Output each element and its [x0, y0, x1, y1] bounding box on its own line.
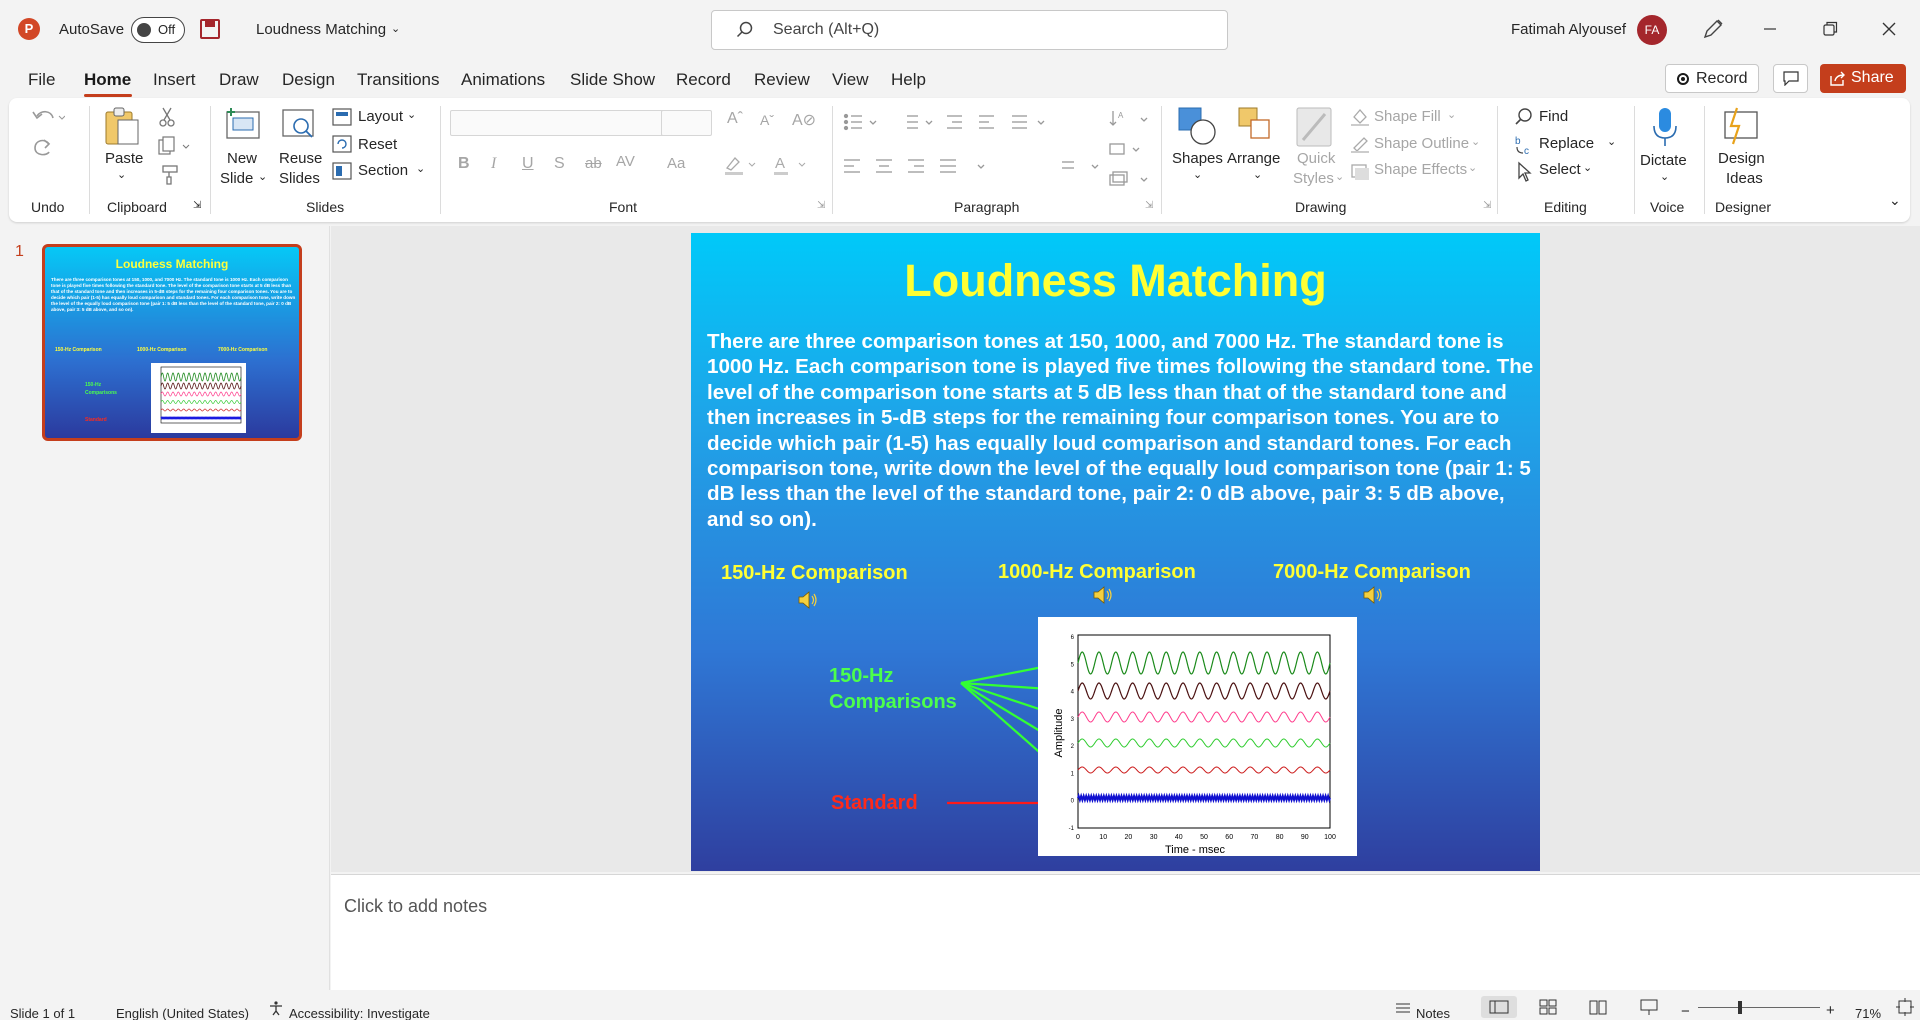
pen-icon[interactable] — [1700, 18, 1724, 42]
tab-home[interactable]: Home — [84, 70, 132, 89]
separator — [1704, 106, 1705, 214]
svg-text:c: c — [1524, 146, 1529, 156]
x-tick-label: 10 — [1099, 834, 1108, 841]
shape-outline-icon[interactable] — [1350, 134, 1370, 154]
tab-design[interactable]: Design — [282, 70, 335, 89]
designer-group-label: Designer — [1715, 199, 1772, 215]
thumbnail-comparison-label: 1000-Hz Comparison — [137, 347, 187, 353]
separator — [1497, 106, 1498, 214]
share-button[interactable] — [1820, 64, 1906, 93]
svg-text:A: A — [775, 155, 786, 172]
chevron-down-icon[interactable]: ⌄ — [416, 163, 426, 175]
slide[interactable] — [691, 233, 1540, 871]
svg-text:A: A — [1118, 111, 1124, 120]
comments-button[interactable] — [1773, 64, 1808, 93]
tab-slide-show[interactable]: Slide Show — [570, 70, 656, 89]
slide-show-icon[interactable] — [1640, 998, 1658, 1016]
arrange-label[interactable]: Arrange — [1227, 150, 1281, 167]
strikethrough-button[interactable]: ab — [585, 155, 602, 172]
find-icon[interactable] — [1514, 107, 1534, 127]
waveform-plot — [1038, 617, 1357, 856]
reuse-slides-label-2[interactable]: Slides — [279, 170, 320, 187]
drawing-group-label: Drawing — [1295, 199, 1347, 215]
zoom-in-button[interactable]: + — [1826, 1002, 1835, 1019]
layout-button[interactable]: Layout — [358, 108, 404, 125]
cut-icon[interactable] — [157, 106, 177, 128]
paragraph-group-label: Paragraph — [954, 199, 1020, 215]
minimize-icon[interactable] — [1755, 14, 1785, 44]
status-bar — [0, 990, 1920, 1020]
x-tick-label: 90 — [1300, 834, 1309, 841]
thumbnail-red-label: Standard — [85, 417, 107, 423]
notes-toggle[interactable]: Notes — [1416, 1006, 1450, 1020]
wave-comparison-1 — [1078, 767, 1330, 773]
close-icon[interactable] — [1874, 14, 1904, 44]
reset-button[interactable]: Reset — [358, 136, 398, 153]
x-tick-label: 80 — [1275, 834, 1284, 841]
graph-x-label: Time - msec — [1164, 844, 1226, 856]
separator — [89, 106, 90, 214]
bold-button[interactable]: B — [458, 155, 470, 172]
active-tab-indicator — [84, 94, 132, 97]
chevron-down-icon[interactable]: ⌄ — [1471, 136, 1481, 148]
thumbnail-graph — [151, 363, 246, 433]
font-name-combo[interactable] — [450, 110, 669, 136]
quick-styles-icon[interactable] — [1295, 106, 1335, 148]
undo-icon[interactable] — [29, 106, 65, 130]
thumbnail-comparison-label: 150-Hz Comparison — [55, 347, 102, 353]
reuse-slides-icon[interactable] — [279, 106, 319, 142]
dialog-launcher-icon[interactable]: ⇲ — [817, 200, 826, 211]
wave-comparison-2 — [1078, 739, 1330, 747]
tab-transitions[interactable]: Transitions — [357, 70, 440, 89]
x-tick-label: 30 — [1149, 834, 1158, 841]
wave-comparison-3 — [1078, 712, 1330, 722]
tab-review[interactable]: Review — [754, 70, 810, 89]
chevron-down-icon[interactable]: ⌄ — [1193, 169, 1203, 181]
tab-help[interactable]: Help — [891, 70, 926, 89]
select-icon[interactable] — [1516, 161, 1534, 183]
clipboard-group-label: Clipboard — [107, 199, 167, 215]
x-tick-label: 0 — [1076, 834, 1080, 841]
font-size-combo[interactable] — [661, 110, 712, 136]
y-tick-label: 5 — [1070, 662, 1074, 669]
wave-standard — [1078, 796, 1330, 800]
font-color-icon[interactable] — [773, 154, 809, 176]
notes-pane[interactable] — [331, 874, 1920, 990]
chevron-down-icon[interactable]: ⌄ — [117, 169, 127, 181]
shape-effects-button[interactable]: Shape Effects — [1374, 161, 1468, 178]
normal-view-icon[interactable] — [1489, 1000, 1509, 1014]
autosave-toggle[interactable] — [131, 17, 185, 43]
clear-formatting-icon[interactable]: A⊘ — [792, 112, 817, 129]
dialog-launcher-icon[interactable]: ⇲ — [1483, 200, 1492, 211]
y-tick-label: 4 — [1070, 689, 1074, 696]
chevron-down-icon[interactable]: ⌄ — [1607, 136, 1617, 148]
avatar[interactable]: FA — [1637, 15, 1667, 45]
accessibility-icon[interactable] — [268, 1000, 284, 1016]
y-tick-label: 0 — [1070, 798, 1074, 805]
zoom-slider-handle[interactable] — [1738, 1001, 1742, 1014]
x-tick-label: 40 — [1174, 834, 1183, 841]
thumbnail-body: There are three comparison tones at 150, 1000, and 7000 Hz. The standard tone is 1000 Hz. Each comparison tone is played five times following the standard tone. The level of the comparison tone starts at 5 dB less than that of the standard tone and then increases in 5-dB steps for the remaining four comparison tones. You are to decide which pair (1-5) has equally loud comparison and standard tones. For each comparison tone, write down the level of the equally loud comparison tone (pair 1: 5 dB less than the level of the standard tone, pair 2: 0 dB above, pair 3: 5 dB above, and so on). — [51, 277, 296, 312]
comparison-label-7000[interactable]: 7000-Hz Comparison — [1273, 561, 1471, 583]
autosave-label: AutoSave — [59, 21, 125, 38]
slides-group-label: Slides — [306, 199, 345, 215]
record-label: Record — [1696, 70, 1748, 87]
separator — [832, 106, 833, 214]
new-slide-icon[interactable] — [223, 106, 263, 142]
character-spacing-button[interactable]: AV — [616, 153, 635, 170]
separator — [440, 106, 441, 214]
format-painter-icon[interactable] — [157, 164, 179, 186]
tab-record[interactable]: Record — [676, 70, 731, 89]
shapes-label[interactable]: Shapes — [1172, 150, 1223, 167]
comment-icon — [1783, 71, 1799, 86]
design-ideas-label-2[interactable]: Ideas — [1726, 170, 1763, 187]
save-icon[interactable] — [200, 19, 220, 39]
share-label: Share — [1851, 69, 1894, 86]
font-group-label: Font — [609, 199, 638, 215]
thumbnail-title: Loudness Matching — [115, 257, 229, 271]
separator — [210, 106, 211, 214]
tab-view[interactable]: View — [832, 70, 869, 89]
italic-button[interactable]: I — [491, 155, 497, 172]
layout-icon[interactable] — [332, 108, 352, 126]
wave-comparison-4 — [1078, 683, 1330, 699]
shape-fill-icon[interactable] — [1350, 107, 1370, 127]
alignment-icons[interactable] — [842, 156, 1102, 176]
voice-group-label: Voice — [1650, 199, 1685, 215]
grow-font-icon[interactable]: Aˆ — [727, 110, 743, 127]
tab-insert[interactable]: Insert — [153, 70, 196, 89]
thumbnail-green-label: 150-Hz — [85, 382, 102, 388]
replace-button[interactable]: Replace — [1539, 135, 1595, 152]
thumbnail-green-label: Comparisons — [85, 390, 117, 396]
title-bar — [0, 0, 1920, 60]
share-icon — [1830, 71, 1846, 86]
slide-title[interactable]: Loudness Matching — [904, 255, 1327, 306]
reuse-slides-label-1[interactable]: Reuse — [279, 150, 323, 167]
slide-sorter-icon[interactable] — [1539, 999, 1557, 1015]
chevron-down-icon[interactable]: ⌄ — [407, 109, 417, 121]
chevron-down-icon[interactable]: ⌄ — [258, 171, 268, 183]
ribbon — [9, 98, 1910, 222]
slide-thumbnail[interactable] — [42, 244, 302, 441]
y-tick-label: -1 — [1068, 826, 1074, 832]
graph-y-label: Amplitude — [1053, 708, 1065, 758]
microphone-icon[interactable] — [1650, 106, 1680, 148]
wave-comparison-5 — [1078, 652, 1330, 674]
find-button[interactable]: Find — [1539, 108, 1569, 125]
chevron-down-icon[interactable]: ⌄ — [1468, 162, 1478, 174]
undo-group-label: Undo — [31, 199, 65, 215]
toggle-knob — [137, 23, 151, 37]
highlight-icon[interactable] — [723, 154, 759, 176]
comparisons-label-line-1: 150-Hz — [829, 665, 894, 687]
thumbnail-comparison-label: 7000-Hz Comparison — [218, 347, 268, 353]
svg-text:b: b — [1515, 136, 1521, 147]
underline-button[interactable]: U — [522, 155, 534, 172]
x-tick-label: 20 — [1124, 834, 1133, 841]
y-tick-label: 1 — [1070, 771, 1074, 778]
paste-icon[interactable] — [102, 106, 140, 146]
reading-view-icon[interactable] — [1589, 999, 1607, 1015]
thumbnail-waves — [151, 363, 246, 433]
arrange-icon[interactable] — [1237, 106, 1277, 146]
y-tick-label: 3 — [1070, 716, 1074, 723]
quick-styles-label-2[interactable]: Styles — [1293, 170, 1334, 187]
y-tick-label: 6 — [1070, 635, 1074, 641]
separator — [1161, 106, 1162, 214]
search-icon — [736, 21, 754, 39]
restore-icon[interactable] — [1815, 14, 1845, 44]
redo-icon[interactable] — [29, 136, 57, 160]
record-button[interactable] — [1665, 64, 1759, 93]
dictate-label[interactable]: Dictate — [1640, 152, 1687, 169]
slide-body-text[interactable]: There are three comparison tones at 150, 1000, and 7000 Hz. The standard tone is 1000 Hz. Each comparison tone is played five times following the standard tone. The level of the comparison tone starts at 5 dB less than that of the standard tone and then increases in 5-dB steps for the remaining four comparison tones. You are to decide which pair (1-5) has equally loud comparison and standard tones. For each comparison tone, write down the level of the equally loud comparison tone (pair 1: 5 dB less than the level of the standard tone, pair 2: 0 dB above, pair 3: 5 dB above, and so on). — [707, 330, 1534, 531]
new-slide-label-1[interactable]: New — [227, 150, 258, 167]
search-box[interactable] — [711, 10, 1228, 50]
chevron-down-icon[interactable]: ⌄ — [1253, 169, 1263, 181]
ribbon-tabs — [0, 62, 1920, 98]
zoom-slider[interactable] — [1698, 1007, 1820, 1008]
shadow-button[interactable]: S — [554, 155, 565, 172]
dialog-launcher-icon[interactable]: ⇲ — [1145, 200, 1154, 211]
new-slide-label-2[interactable]: Slide — [220, 170, 254, 187]
x-tick-label: 100 — [1324, 834, 1336, 841]
chevron-down-icon[interactable]: ⌄ — [1447, 109, 1457, 121]
fit-to-window-icon[interactable] — [1896, 998, 1914, 1016]
dialog-launcher-icon[interactable]: ⇲ — [193, 200, 202, 211]
accessibility-status[interactable]: Accessibility: Investigate — [289, 1006, 430, 1020]
zoom-out-button[interactable]: − — [1681, 1003, 1690, 1020]
comparison-label-1000[interactable]: 1000-Hz Comparison — [998, 561, 1196, 583]
y-tick-label: 2 — [1070, 744, 1074, 751]
quick-styles-label-1[interactable]: Quick — [1297, 150, 1336, 167]
x-tick-label: 50 — [1200, 834, 1208, 841]
design-ideas-icon[interactable] — [1721, 106, 1761, 146]
chevron-down-icon[interactable]: ⌄ — [1335, 171, 1345, 183]
chevron-down-icon[interactable]: ⌄ — [1583, 162, 1593, 174]
slide-count: Slide 1 of 1 — [10, 1006, 76, 1020]
zoom-level[interactable]: 71% — [1855, 1006, 1882, 1020]
paste-label[interactable]: Paste — [105, 150, 144, 167]
shapes-icon[interactable] — [1177, 106, 1217, 146]
x-tick-label: 60 — [1225, 834, 1234, 841]
record-icon — [1677, 73, 1689, 85]
chevron-down-icon[interactable]: ⌄ — [1660, 171, 1670, 183]
section-button[interactable]: Section — [358, 162, 409, 179]
copy-icon[interactable] — [157, 136, 193, 158]
chevron-down-icon[interactable]: ⌄ — [391, 23, 401, 35]
shape-effects-icon[interactable] — [1350, 161, 1370, 181]
section-icon[interactable] — [332, 162, 352, 180]
shape-outline-button[interactable]: Shape Outline — [1374, 135, 1470, 152]
waveform-graph[interactable] — [1038, 617, 1357, 856]
autosave-state: Off — [158, 22, 176, 37]
standard-label[interactable]: Standard — [831, 792, 918, 814]
comparison-label-150[interactable]: 150-Hz Comparison — [721, 562, 908, 584]
separator — [1634, 106, 1635, 214]
powerpoint-logo-icon: P — [18, 18, 40, 40]
user-name[interactable]: Fatimah Alyousef — [1511, 21, 1627, 38]
search-input[interactable]: Search (Alt+Q) — [773, 21, 880, 38]
shape-fill-button[interactable]: Shape Fill — [1374, 108, 1441, 125]
tab-draw[interactable]: Draw — [219, 70, 259, 89]
list-indent-icons[interactable] — [842, 112, 1082, 132]
editing-group-label: Editing — [1544, 199, 1587, 215]
select-button[interactable]: Select — [1539, 161, 1581, 178]
notes-placeholder[interactable]: Click to add notes — [344, 896, 488, 916]
design-ideas-label-1[interactable]: Design — [1718, 150, 1765, 167]
chevron-down-icon[interactable]: ⌄ — [1889, 192, 1901, 208]
slide-number: 1 — [15, 243, 24, 260]
reset-icon[interactable] — [332, 135, 352, 153]
text-direction-icons[interactable] — [1109, 108, 1153, 204]
x-tick-label: 70 — [1250, 834, 1259, 841]
tab-file[interactable]: File — [28, 70, 56, 89]
language-indicator[interactable]: English (United States) — [116, 1006, 249, 1020]
notes-icon[interactable] — [1395, 1001, 1411, 1015]
comparisons-label-line-2: Comparisons — [829, 691, 957, 713]
tab-animations[interactable]: Animations — [461, 70, 546, 89]
document-title[interactable]: Loudness Matching — [256, 21, 387, 38]
shrink-font-icon[interactable]: Aˇ — [760, 112, 774, 128]
replace-icon[interactable] — [1514, 134, 1536, 156]
change-case-button[interactable]: Aa — [667, 155, 686, 172]
